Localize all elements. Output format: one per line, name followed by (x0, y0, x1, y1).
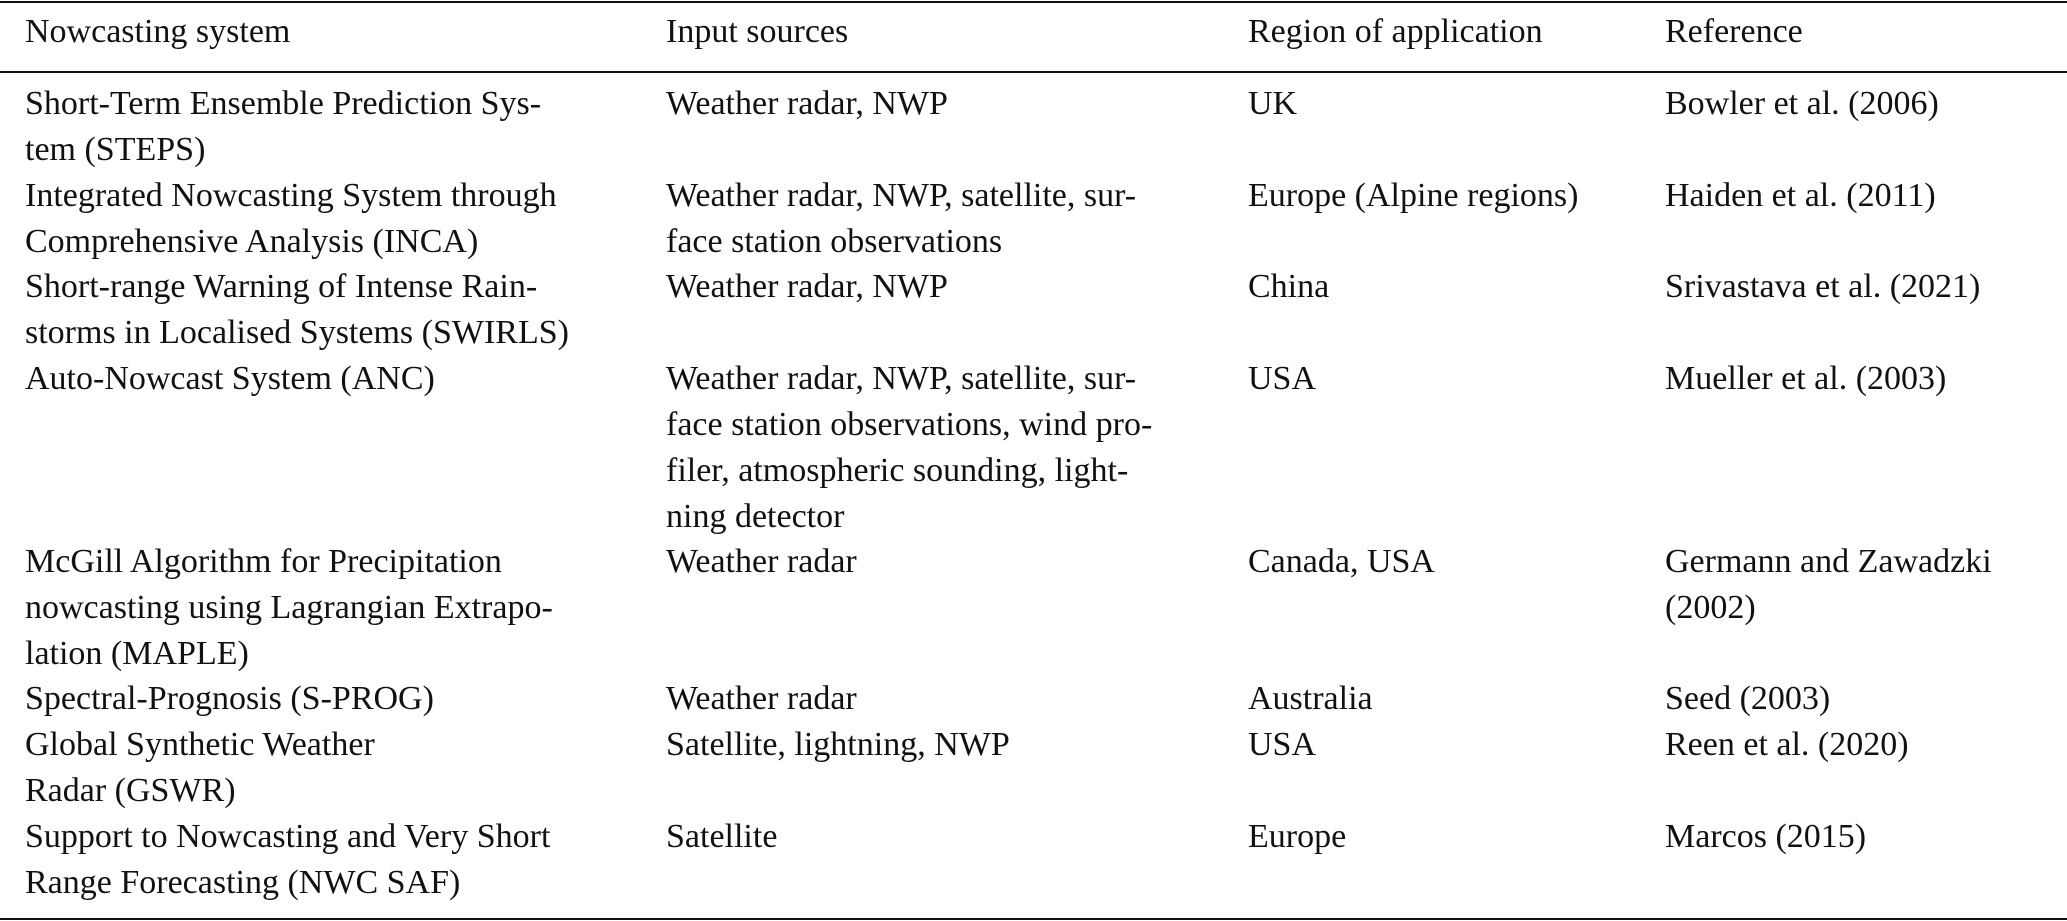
header-reference: Reference (1665, 13, 1803, 50)
cell-region: Canada, USA (1248, 543, 1435, 580)
cell-reference: Marcos (2015) (1665, 818, 1867, 855)
cell-nowcasting-system: Auto-Nowcast System (ANC) (25, 360, 435, 397)
cell-nowcasting-system: Short-Term Ensemble Prediction Sys- tem (STEPS) (25, 85, 542, 168)
cell-reference: Bowler et al. (2006) (1665, 85, 1939, 122)
cell-region: UK (1248, 85, 1298, 122)
cell-nowcasting-system: Short-range Warning of Intense Rain- storms in Localised Systems (SWIRLS) (25, 268, 569, 351)
header-nowcasting-system: Nowcasting system (25, 13, 291, 50)
cell-region: USA (1248, 360, 1317, 397)
cell-region: China (1248, 268, 1330, 305)
cell-reference: Seed (2003) (1665, 680, 1831, 717)
cell-reference: Srivastava et al. (2021) (1665, 268, 1981, 305)
header-input-sources: Input sources (666, 13, 849, 50)
cell-input-sources: Weather radar (666, 680, 857, 717)
cell-input-sources: Satellite, lightning, NWP (666, 726, 1010, 763)
cell-nowcasting-system: Spectral-Prognosis (S-PROG) (25, 680, 434, 717)
header-region-of-application: Region of application (1248, 13, 1543, 50)
cell-input-sources: Weather radar, NWP, satellite, sur- face station observations (666, 177, 1137, 260)
cell-region: Europe (Alpine regions) (1248, 177, 1579, 214)
cell-nowcasting-system: McGill Algorithm for Precipitation nowcasting using Lagrangian Extrapo- lation (MAPLE) (25, 543, 553, 672)
cell-reference: Reen et al. (2020) (1665, 726, 1909, 763)
cell-input-sources: Weather radar, NWP (666, 268, 948, 305)
cell-input-sources: Weather radar, NWP, satellite, sur- face station observations, wind pro- filer, atmospheric sounding, light- ning detector (666, 360, 1153, 535)
table-bottom-rule (0, 918, 2067, 920)
cell-nowcasting-system: Global Synthetic Weather Radar (GSWR) (25, 726, 375, 809)
cell-nowcasting-system: Integrated Nowcasting System through Comprehensive Analysis (INCA) (25, 177, 557, 260)
cell-region: Australia (1248, 680, 1373, 717)
cell-reference: Haiden et al. (2011) (1665, 177, 1936, 214)
table-header-rule (0, 71, 2067, 73)
table-top-rule (0, 1, 2067, 3)
cell-region: USA (1248, 726, 1317, 763)
cell-reference: Germann and Zawadzki (2002) (1665, 543, 1992, 626)
cell-region: Europe (1248, 818, 1347, 855)
cell-input-sources: Weather radar, NWP (666, 85, 948, 122)
cell-input-sources: Satellite (666, 818, 778, 855)
cell-reference: Mueller et al. (2003) (1665, 360, 1947, 397)
cell-input-sources: Weather radar (666, 543, 857, 580)
cell-nowcasting-system: Support to Nowcasting and Very Short Range Forecasting (NWC SAF) (25, 818, 551, 901)
